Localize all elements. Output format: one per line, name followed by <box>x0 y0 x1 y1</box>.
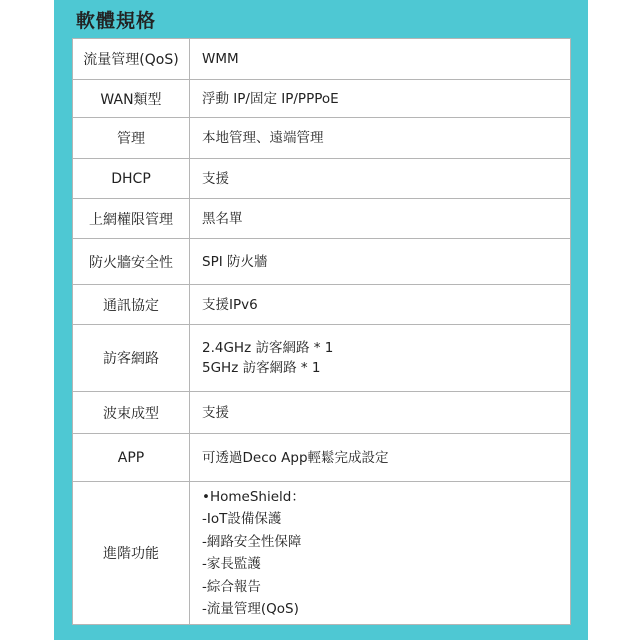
spec-table <box>72 38 571 625</box>
spec-value-cell <box>190 80 570 117</box>
spec-value-cell <box>190 199 570 238</box>
spec-value: •HomeShield： <box>202 488 305 505</box>
spec-value-cell <box>190 159 570 198</box>
spec-row-protocol <box>73 285 570 325</box>
spec-value-cell <box>190 285 570 324</box>
spec-row-access-control <box>73 199 570 239</box>
spec-label: 防火牆安全性 <box>73 239 190 284</box>
spec-row-app <box>73 434 570 482</box>
section-title: 軟體規格 <box>76 10 157 32</box>
spec-row-firewall <box>73 239 570 285</box>
spec-value: -流量管理(QoS) <box>202 601 299 617</box>
spec-label: APP <box>73 434 190 481</box>
spec-label: 通訊協定 <box>73 285 190 324</box>
spec-value-cell <box>190 325 570 391</box>
spec-value: -網路安全性保障 <box>202 533 302 550</box>
spec-row-beamforming <box>73 392 570 434</box>
spec-value-cell <box>190 482 570 624</box>
spec-value: -家長監護 <box>202 556 261 572</box>
spec-label: 管理 <box>73 118 190 158</box>
spec-value: -IoT設備保護 <box>202 511 282 527</box>
spec-value: 可透過Deco App輕鬆完成設定 <box>202 449 389 466</box>
spec-value: 黑名單 <box>202 210 243 227</box>
spec-value: 本地管理、遠端管理 <box>202 130 324 146</box>
spec-row-management <box>73 118 570 159</box>
spec-value: WMM <box>202 51 239 67</box>
spec-label: 訪客網路 <box>73 325 190 391</box>
spec-value: 5GHz 訪客網路 * 1 <box>202 360 321 376</box>
spec-value-cell <box>190 434 570 481</box>
spec-value: SPI 防火牆 <box>202 253 268 270</box>
spec-value: -綜合報告 <box>202 578 261 595</box>
spec-row-qos <box>73 39 570 80</box>
spec-value-cell <box>190 118 570 158</box>
spec-label: DHCP <box>73 159 190 198</box>
spec-value: 支援IPv6 <box>202 296 258 313</box>
spec-row-dhcp <box>73 159 570 199</box>
spec-value: 浮動 IP/固定 IP/PPPoE <box>202 90 339 107</box>
spec-label: 流量管理(QoS) <box>73 39 190 79</box>
spec-label: WAN類型 <box>73 80 190 117</box>
spec-value: 2.4GHz 訪客網路 * 1 <box>202 340 334 356</box>
spec-value: 支援 <box>202 404 229 421</box>
spec-row-advanced <box>73 482 570 624</box>
spec-value: 支援 <box>202 170 229 187</box>
spec-label: 進階功能 <box>73 482 190 624</box>
spec-value-cell <box>190 39 570 79</box>
spec-row-guest-network <box>73 325 570 392</box>
spec-label: 上網權限管理 <box>73 199 190 238</box>
spec-value-cell <box>190 239 570 284</box>
spec-row-wan <box>73 80 570 118</box>
spec-value-cell <box>190 392 570 433</box>
spec-label: 波束成型 <box>73 392 190 433</box>
